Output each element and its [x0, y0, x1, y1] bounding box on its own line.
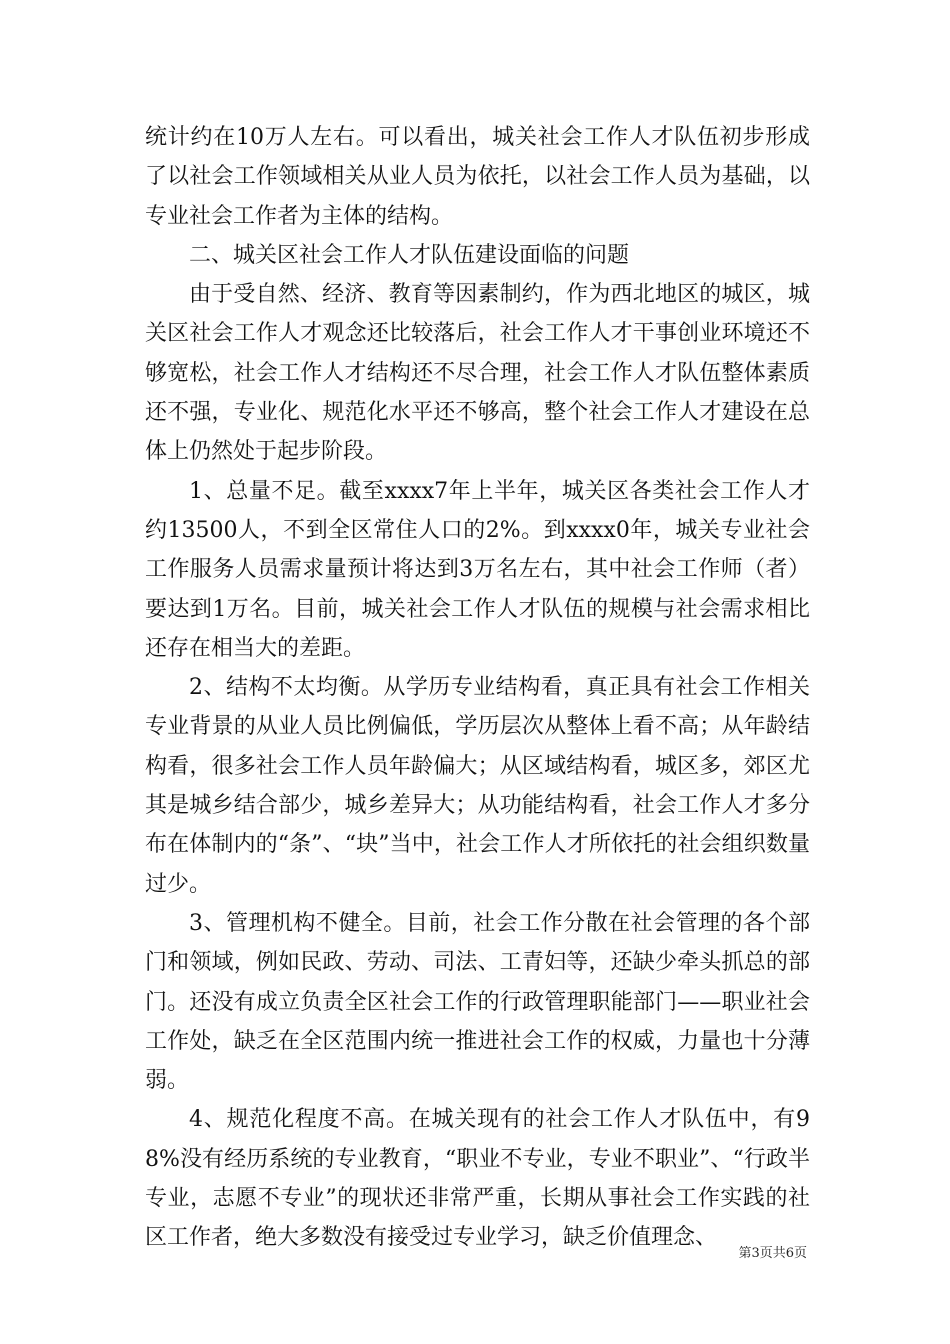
- section-heading: 二、城关区社会工作人才队伍建设面临的问题: [189, 242, 630, 268]
- paragraph-6: 4、规范化程度不高。在城关现有的社会工作人才队伍中，有98%没有经历系统的专业教育，“职业不专业，专业不职业”、“行政半专业，志愿不专业”的现状还非常严重，长期从事社会工作实践的社区工作者，绝大多数没有接受过专业学习，缺乏价值理念、: [145, 1107, 810, 1251]
- paragraph-4: 2、结构不太均衡。从学历专业结构看，真正具有社会工作相关专业背景的从业人员比例偏低，学历层次从整体上看不高；从年龄结构看，很多社会工作人员年龄偏大；从区域结构看，城区多，郊区尤其是城乡结合部少，城乡差异大；从功能结构看，社会工作人才多分布在体制内的“条”、“块”当中，社会工作人才所依托的社会组织数量过少。: [145, 675, 810, 897]
- document-body: [145, 118, 810, 1258]
- paragraph-1: 统计约在10万人左右。可以看出，城关社会工作人才队伍初步形成了以社会工作领域相关从业人员为依托，以社会工作人员为基础，以专业社会工作者为主体的结构。: [145, 125, 810, 229]
- page-number-footer: 第3页共6页: [738, 1246, 807, 1261]
- paragraph-5: 3、管理机构不健全。目前，社会工作分散在社会管理的各个部门和领域，例如民政、劳动、司法、工青妇等，还缺少牵头抓总的部门。还没有成立负责全区社会工作的行政管理职能部门——职业社会工作处，缺乏在全区范围内统一推进社会工作的权威，力量也十分薄弱。: [145, 910, 810, 1094]
- paragraph-3: 1、总量不足。截至xxxx7年上半年，城关区各类社会工作人才约13500人，不到全区常住人口的2%。到xxxx0年，城关专业社会工作服务人员需求量预计将达到3万名左右，其中社会工作师（者）要达到1万名。目前，城关社会工作人才队伍的规模与社会需求相比还存在相当大的差距。: [145, 478, 810, 661]
- paragraph-2: 由于受自然、经济、教育等因素制约，作为西北地区的城区，城关区社会工作人才观念还比较落后，社会工作人才干事创业环境还不够宽松，社会工作人才结构还不尽合理，社会工作人才队伍整体素质还不强，专业化、规范化水平还不够高，整个社会工作人才建设在总体上仍然处于起步阶段。: [145, 282, 810, 465]
